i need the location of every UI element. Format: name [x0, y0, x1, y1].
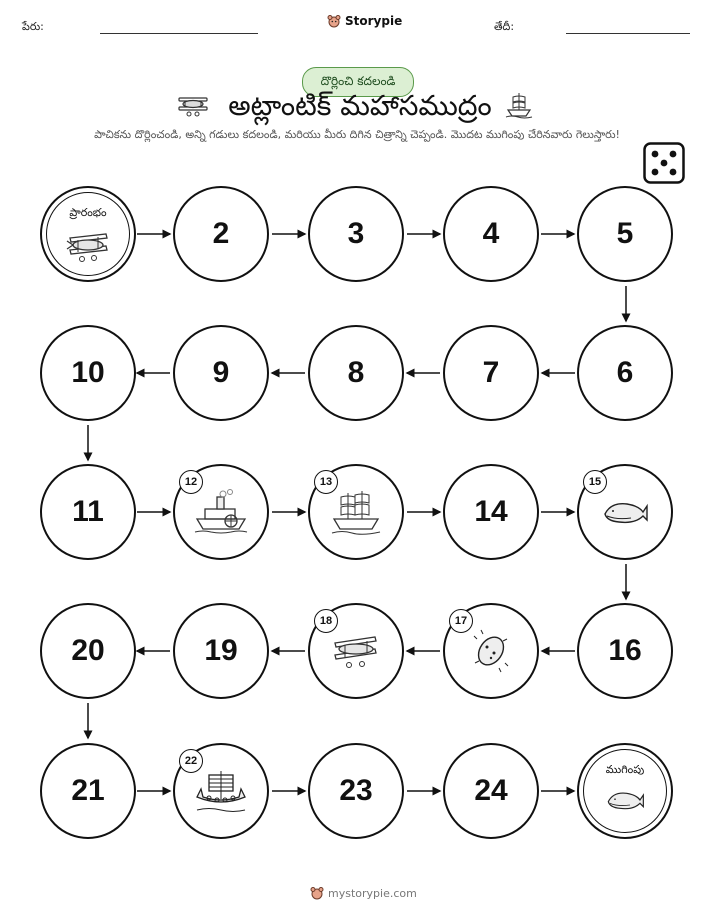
cell-number: 11	[72, 495, 104, 528]
board-cell[interactable]	[443, 464, 539, 560]
cell-number: 4	[482, 217, 500, 250]
board-cell-picture[interactable]	[443, 603, 539, 699]
cell-number: 23	[339, 774, 373, 807]
brand-name: Storypie	[345, 14, 403, 28]
date-label: తేదీ:	[494, 20, 515, 33]
cell-number: 2	[212, 217, 230, 250]
board-cell[interactable]	[173, 603, 269, 699]
cell-number-badge: 12	[179, 470, 203, 494]
board-cell[interactable]	[40, 464, 136, 560]
board-cell[interactable]	[443, 325, 539, 421]
footer	[310, 886, 417, 900]
whale-icon	[605, 785, 645, 815]
cell-number: 14	[474, 495, 508, 528]
footer-url[interactable]: mystorypie.com	[328, 886, 417, 900]
cell-number-badge: 13	[314, 470, 338, 494]
cell-number: 7	[482, 356, 500, 389]
microbe-icon	[469, 629, 513, 673]
instructions: పాచికను దొర్లించండి, అన్ని గడులు కదలండి, మరియు మీరు దిగిన చిత్రాన్ని చెప్పండి. మొదట ముగింపు చేరినవారు గెలుస్తారు!	[94, 128, 620, 141]
cell-number-badge: 18	[314, 609, 338, 633]
cell-number: 3	[347, 217, 365, 250]
cell-number: 10	[71, 356, 105, 389]
board-cell-finish[interactable]	[577, 743, 673, 839]
board-cell[interactable]	[40, 325, 136, 421]
board-cell-start[interactable]	[40, 186, 136, 282]
cell-number: 6	[616, 356, 634, 389]
start-label: ప్రారంభం	[69, 206, 107, 219]
page-title: అట్లాంటిక్ మహాసముద్రం	[228, 89, 492, 122]
board-cell-picture[interactable]	[308, 464, 404, 560]
cell-number-badge: 17	[449, 609, 473, 633]
board-cell[interactable]	[173, 325, 269, 421]
steamboat-icon	[193, 489, 249, 535]
board-cell[interactable]	[308, 743, 404, 839]
board-cell[interactable]	[308, 325, 404, 421]
biplane-icon	[329, 631, 383, 671]
cell-number: 5	[616, 217, 634, 250]
finish-label: ముగింపు	[605, 763, 645, 776]
cell-number: 24	[474, 774, 508, 807]
cell-number: 8	[347, 356, 365, 389]
whale-icon	[601, 494, 649, 530]
galleon-ship-icon	[328, 487, 384, 537]
board-cell-picture[interactable]	[577, 464, 673, 560]
board-cell[interactable]	[40, 743, 136, 839]
roll-badge: దొర్లించి కదలండి	[302, 67, 414, 97]
board-cell[interactable]	[40, 603, 136, 699]
biplane-icon	[64, 228, 112, 264]
board-cell[interactable]	[173, 186, 269, 282]
bear-icon	[310, 886, 324, 900]
board-cell[interactable]	[308, 186, 404, 282]
board-cell[interactable]	[443, 743, 539, 839]
cell-number-badge: 15	[583, 470, 607, 494]
board-cell-picture[interactable]	[173, 464, 269, 560]
name-label: పేరు:	[22, 20, 44, 33]
board-cell[interactable]	[577, 186, 673, 282]
board-cell[interactable]	[577, 325, 673, 421]
cell-number: 21	[71, 774, 105, 807]
cell-number: 20	[71, 634, 105, 667]
cell-number-badge: 22	[179, 749, 203, 773]
cell-number: 9	[212, 356, 230, 389]
board-cell[interactable]	[443, 186, 539, 282]
board-cell-picture[interactable]	[308, 603, 404, 699]
board-cell[interactable]	[577, 603, 673, 699]
cell-number: 16	[608, 634, 642, 667]
cell-number: 19	[204, 634, 238, 667]
board-cell-picture[interactable]	[173, 743, 269, 839]
viking-ship-icon	[193, 767, 249, 815]
